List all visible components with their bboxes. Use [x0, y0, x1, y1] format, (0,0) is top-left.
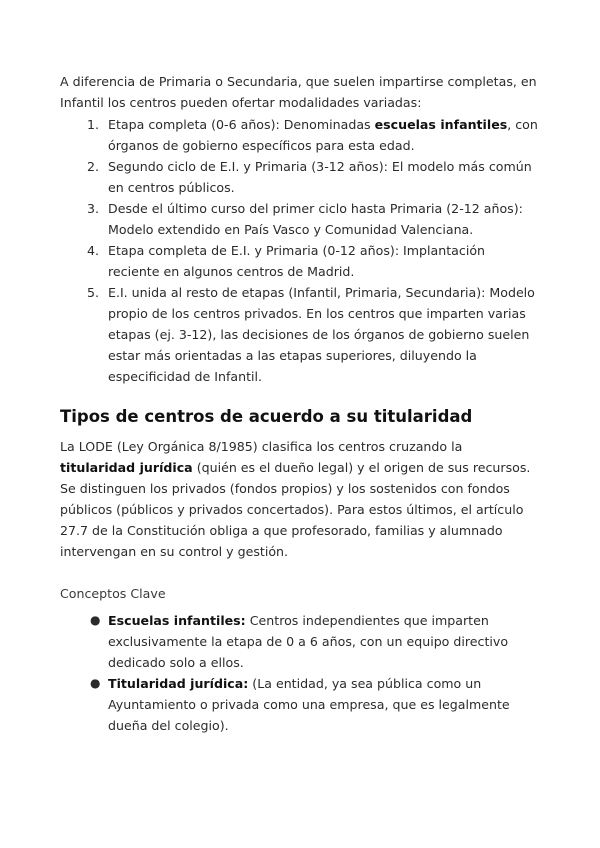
- list-item: [90, 610, 540, 673]
- titularidad-paragraph: [60, 436, 540, 562]
- bullet-icon: ●: [90, 613, 101, 627]
- concepts-list: [90, 610, 540, 736]
- paragraph-text-after: (quién es el dueño legal) y el origen de sus recursos. Se distinguen los privados (fondos propios) y los sostenidos con fondos públicos (públicos y privados concertados). Para estos últimos, el artículo 27.7 de la Constitución obliga a que profesorado, familias y alumnado intervengan en su control y gestión.: [60, 460, 531, 559]
- list-number: 1.: [87, 117, 100, 132]
- list-item: [87, 240, 540, 282]
- section-heading: Tipos de centros de acuerdo a su titularidad: [60, 407, 473, 426]
- list-text: Etapa completa (0-6 años): Denominadas: [108, 117, 375, 132]
- concept-term: Titularidad jurídica:: [108, 676, 249, 691]
- list-item: [87, 198, 540, 240]
- list-text: Desde el último curso del primer ciclo hasta Primaria (2-12 años): Modelo extendido en País Vasco y Comunidad Valenciana.: [108, 201, 523, 237]
- bullet-icon: ●: [90, 676, 101, 690]
- list-text: Segundo ciclo de E.I. y Primaria (3-12 años): El modelo más común en centros públicos.: [108, 159, 532, 195]
- list-item: [87, 156, 540, 198]
- list-item: [90, 673, 540, 736]
- list-bold-term: escuelas infantiles: [374, 117, 508, 132]
- concept-definition: Centros independientes que imparten exclusivamente la etapa de 0 a 6 años, con un equipo directivo dedicado solo a ellos.: [108, 613, 509, 670]
- list-item: [87, 282, 540, 387]
- intro-paragraph: A diferencia de Primaria o Secundaria, que suelen impartirse completas, en Infantil los centros pueden ofertar modalidades variadas:: [60, 74, 537, 110]
- list-text: Etapa completa de E.I. y Primaria (0-12 años): Implantación reciente en algunos centros de Madrid.: [108, 243, 486, 279]
- list-text-after: , con órganos de gobierno específicos para esta edad.: [108, 117, 538, 153]
- concept-definition: (La entidad, ya sea pública como un Ayuntamiento o privada como una empresa, que es legalmente dueña del colegio).: [108, 676, 510, 733]
- paragraph-bold-term: titularidad jurídica: [60, 460, 193, 475]
- list-number: 3.: [87, 201, 100, 216]
- paragraph-text: La LODE (Ley Orgánica 8/1985) clasifica los centros cruzando la: [60, 439, 463, 454]
- concept-term: Escuelas infantiles:: [108, 613, 246, 628]
- list-number: 2.: [87, 159, 100, 174]
- list-number: 4.: [87, 243, 100, 258]
- concepts-label: Conceptos Clave: [60, 586, 166, 601]
- modalities-list: [87, 114, 540, 387]
- list-item: [87, 114, 540, 156]
- list-number: 5.: [87, 285, 100, 300]
- list-text: E.I. unida al resto de etapas (Infantil, Primaria, Secundaria): Modelo propio de los centros privados. En los centros que imparten varias etapas (ej. 3-12), las decisiones de los órganos de gobierno suelen estar más orientadas a las etapas superiores, diluyendo la especificidad de Infantil.: [108, 285, 535, 384]
